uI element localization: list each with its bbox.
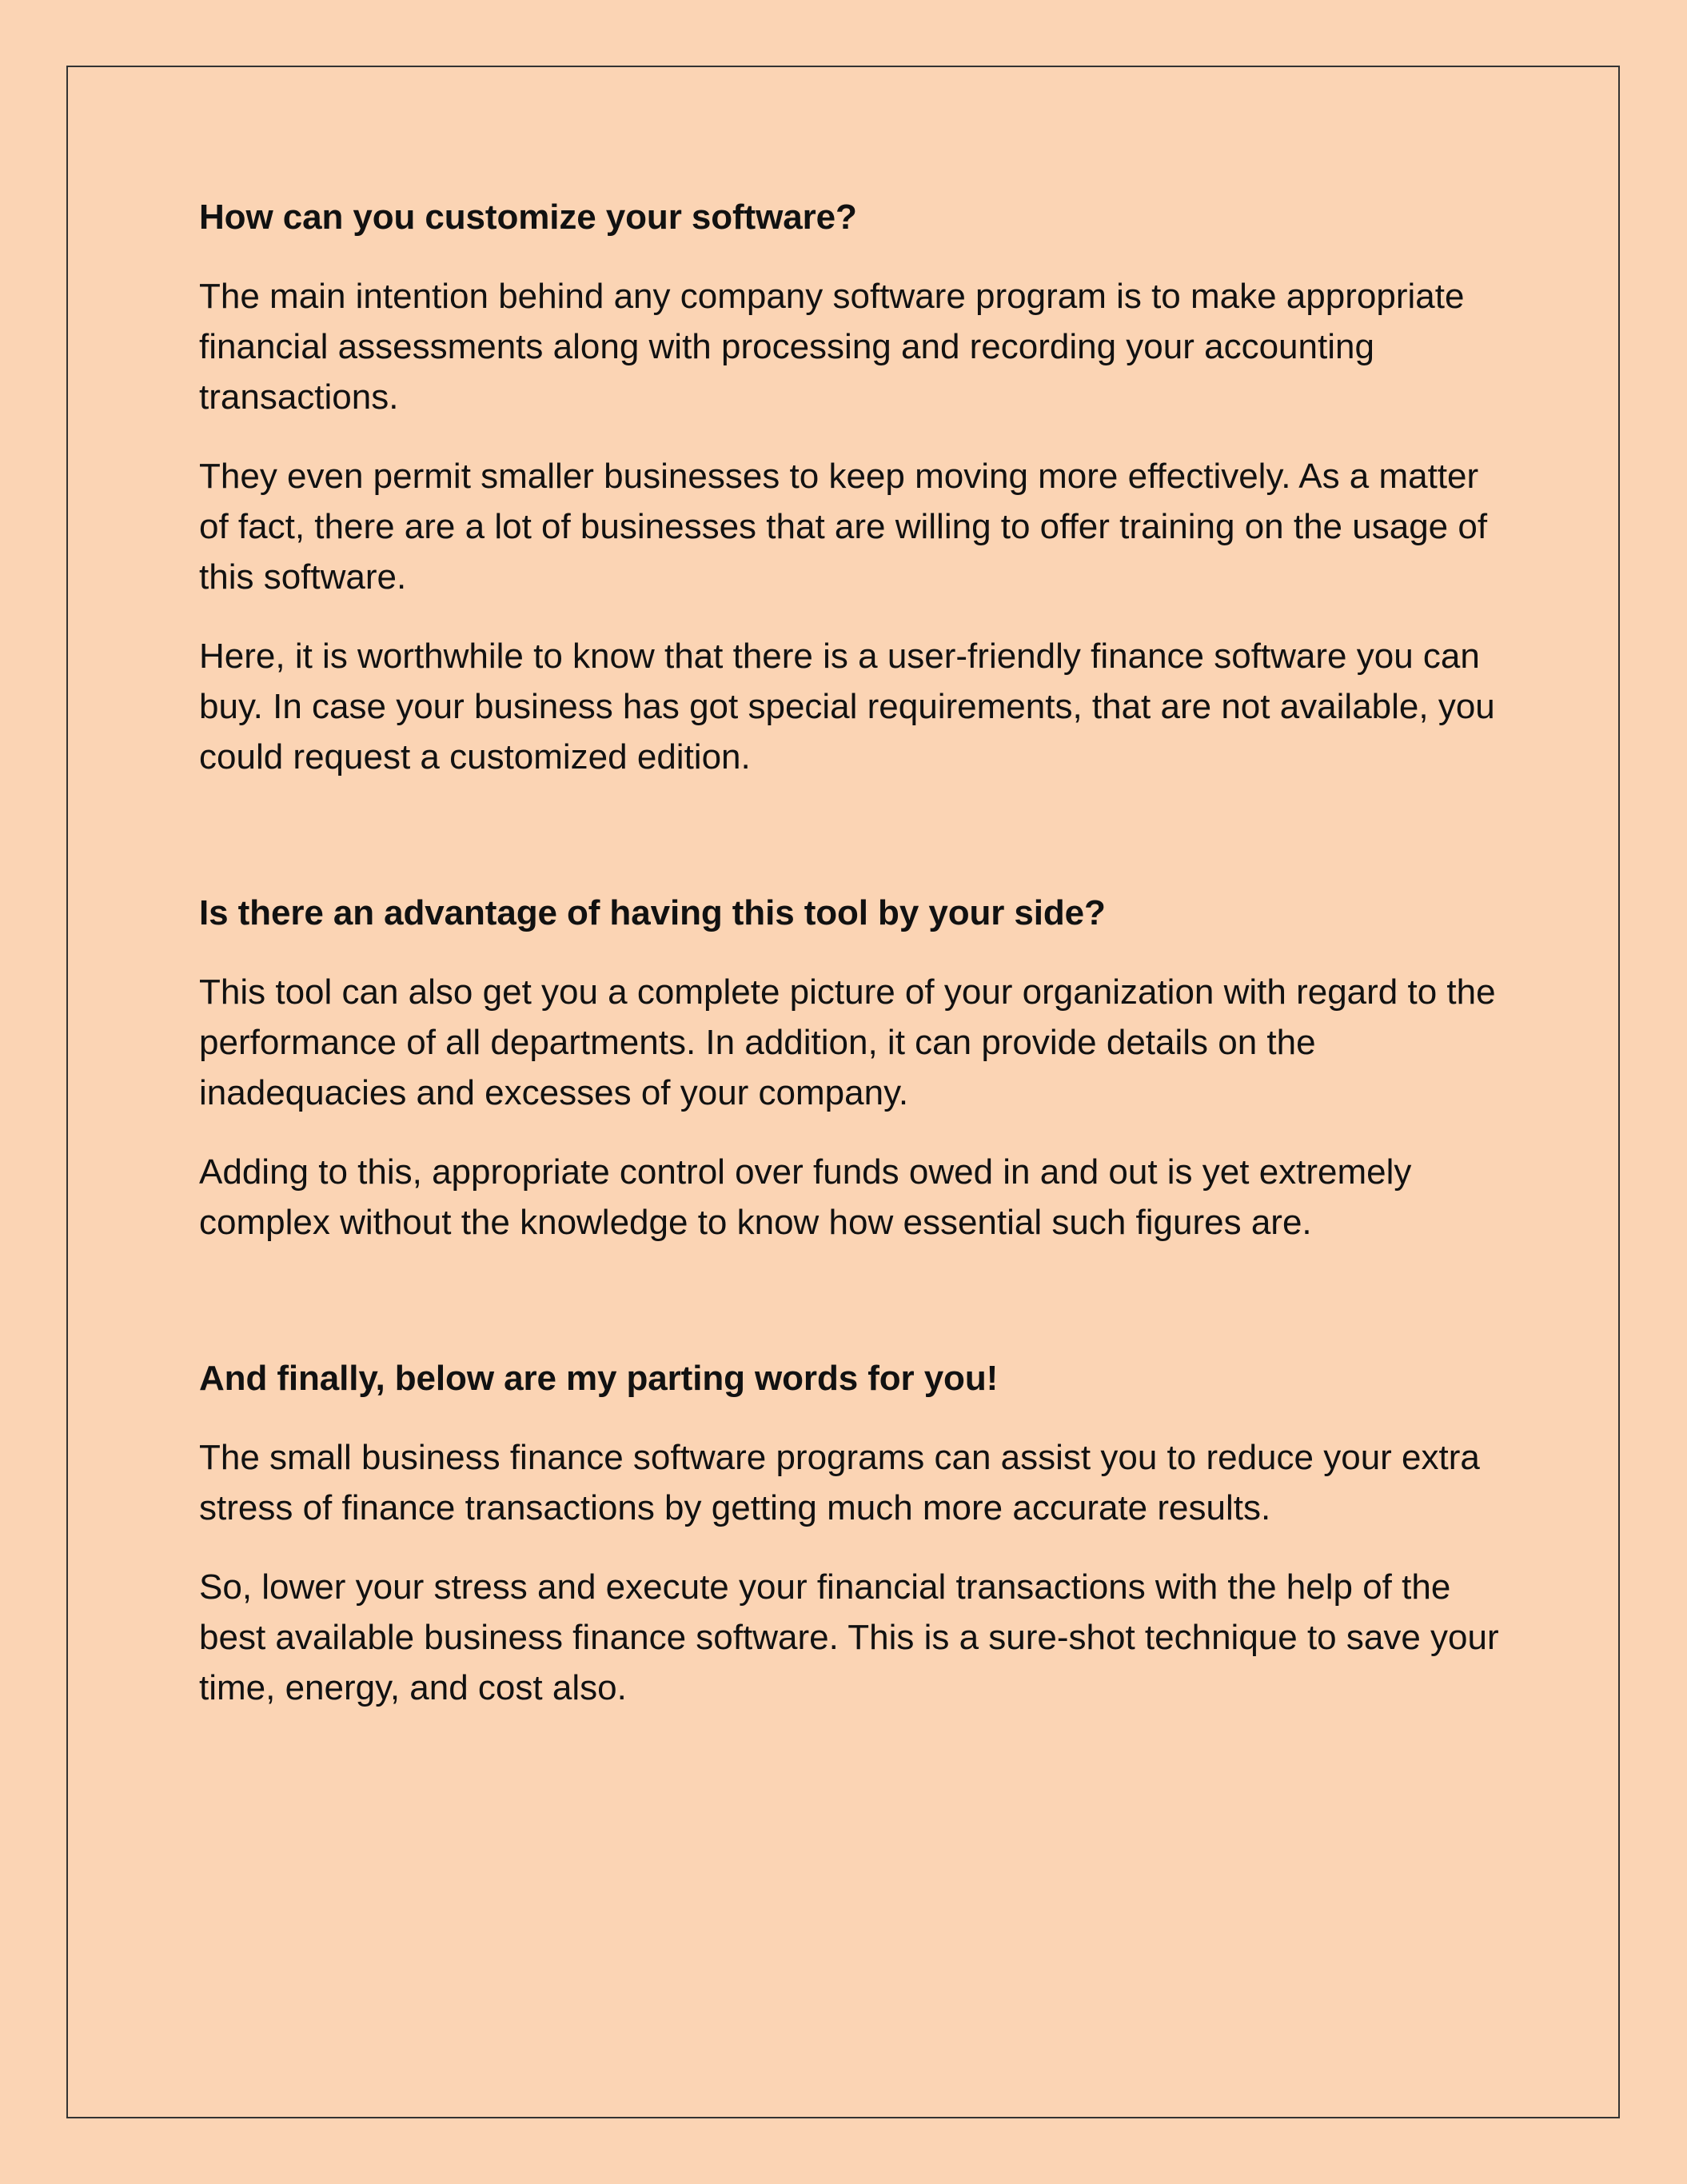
section-advantage	[199, 888, 1510, 1248]
document-body	[199, 192, 1510, 1713]
section-customize	[199, 192, 1510, 782]
paragraph: Adding to this, appropriate control over funds owed in and out is yet extremely complex without the knowledge to know how essential such figures are.	[199, 1152, 1412, 1242]
paragraph: This tool can also get you a complete picture of your organization with regard to the performance of all departments. In addition, it can provide details on the inadequacies and excesses of your company.	[199, 972, 1496, 1112]
section-parting-words	[199, 1353, 1510, 1713]
section-heading: And finally, below are my parting words for you!	[199, 1359, 999, 1398]
paragraph: So, lower your stress and execute your financial transactions with the help of the best available business finance software. This is a sure-shot technique to save your time, energy, and cost also.	[199, 1567, 1499, 1707]
paragraph: They even permit smaller businesses to keep moving more effectively. As a matter of fact, there are a lot of businesses that are willing to offer training on the usage of this software.	[199, 457, 1488, 597]
section-heading: How can you customize your software?	[199, 198, 857, 237]
paragraph: The small business finance software programs can assist you to reduce your extra stress of finance transactions by getting much more accurate results.	[199, 1438, 1480, 1527]
section-heading: Is there an advantage of having this tool by your side?	[199, 893, 1106, 932]
paragraph: The main intention behind any company software program is to make appropriate financial assessments along with processing and recording your accounting transactions.	[199, 277, 1465, 417]
paragraph: Here, it is worthwhile to know that there is a user-friendly finance software you can buy. In case your business has got special requirements, that are not available, you could request a customized edition.	[199, 637, 1495, 777]
